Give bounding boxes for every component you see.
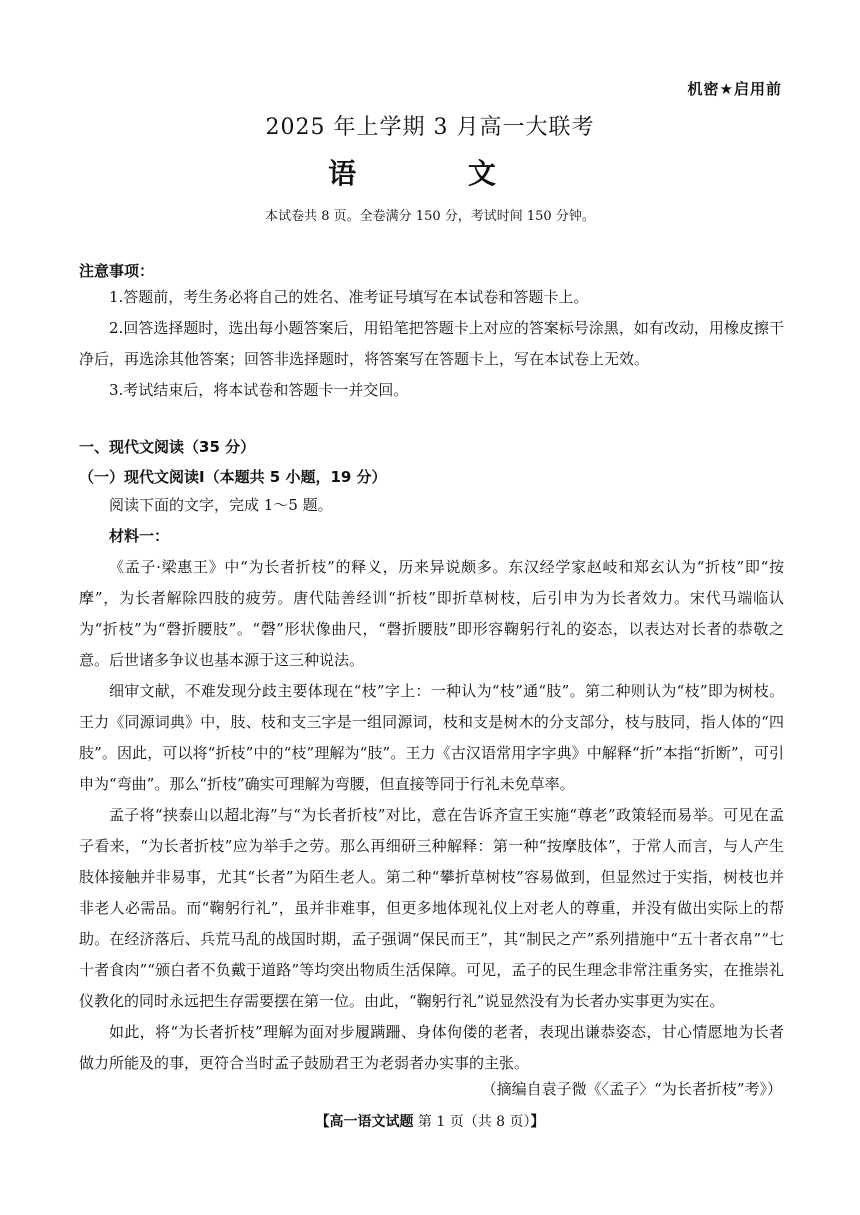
subsection-heading: （一）现代文阅读Ⅰ（本题共 5 小题，19 分） <box>79 468 387 486</box>
passage-paragraph: 如此，将“为长者折枝”理解为面对步履蹒跚、身体佝偻的老者，表现出谦恭姿态，甘心情愿地为长者做力所能及的事，更符合当时孟子鼓励君王为老弱者办实事的主张。 <box>79 1023 784 1072</box>
note-item: 3.考试结束后，将本试卷和答题卡一并交回。 <box>109 381 409 399</box>
note-item: 2.回答选择题时，选出每小题答案后，用铅笔把答题卡上对应的答案标号涂黑，如有改动，用橡皮擦干净后，再选涂其他答案；回答非选择题时，将答案写在答题卡上，写在本试卷上无效。 <box>79 319 784 368</box>
passage-paragraph: 细审文献，不难发现分歧主要体现在“枝”字上：一种认为“枝”通“肢”。第二种则认为“枝”即为树枝。王力《同源词典》中，肢、枝和支三字是一组同源词，枝和支是树木的分支部分，枝与肢同，指人体的“四肢”。因此，可以将“折枝”中的“枝”理解为“肢”。王力《古汉语常用字字典》中解释“折”本指“折断”，可引申为“弯曲”。那么“折枝”确实可理解为弯腰，但直接等同于行礼未免草率。 <box>79 682 784 793</box>
subject-title <box>0 152 860 192</box>
footer-right: 】 <box>530 1114 545 1130</box>
note-item: 1.答题前，考生务必将自己的姓名、准考证号填写在本试卷和答题卡上。 <box>109 288 589 306</box>
instruction: 阅读下面的文字，完成 1～5 题。 <box>109 496 333 514</box>
reading-passage <box>79 490 784 1079</box>
exam-info: 本试卷共 8 页。全卷满分 150 分，考试时间 150 分钟。 <box>265 209 595 224</box>
footer-left: 【高一语文试题 <box>315 1114 414 1130</box>
exam-title: 2025 年上学期 3 月高一大联考 <box>265 115 595 140</box>
page-footer <box>0 1111 860 1131</box>
passage-paragraph: 《孟子·梁惠王》中“为长者折枝”的释义，历来异说颇多。东汉经学家赵岐和郑玄认为“折枝”即“按摩”，为长者解除四肢的疲劳。唐代陆善经训“折枝”即折草树枝，后引申为为长者效力。宋代马端临认为“折枝”为“磬折腰肢”。“磬”形状像曲尺，“磬折腰肢”即形容鞠躬行礼的姿态，以表达对长者的恭敬之意。后世诸多争议也基本源于这三种说法。 <box>79 558 784 669</box>
section-heading: 一、现代文阅读（35 分） <box>79 438 256 456</box>
subject-text: 语 文 <box>328 157 532 190</box>
confidential-mark: 机密★启用前 <box>687 80 782 98</box>
passage-source: （摘编自袁子微《〈孟子〉“为长者折枝”考》） <box>481 1080 782 1098</box>
notes-heading: 注意事项： <box>79 262 155 280</box>
footer-page-number: 第 1 页（共 8 页） <box>417 1114 531 1130</box>
material-label: 材料一： <box>109 527 170 545</box>
passage-paragraph: 孟子将“挟泰山以超北海”与“为长者折枝”对比，意在告诉齐宣王实施“尊老”政策轻而易举。可见在孟子看来，“为长者折枝”应为举手之劳。那么再细研三种解释：第一种“按摩肢体”，于常人而言，与人产生肢体接触并非易事，尤其“长者”为陌生老人。第二种“攀折草树枝”容易做到，但显然过于实指，树枝也并非老人必需品。而“鞠躬行礼”，虽并非难事，但更多地体现礼仪上对老人的尊重，并没有做出实际上的帮助。在经济落后、兵荒马乱的战国时期，孟子强调“保民而王”，其“制民之产”系列措施中“五十者衣帛”“七十者食肉”“颁白者不负戴于道路”等均突出物质生活保障。可见，孟子的民生理念非常注重务实，在推崇礼仪教化的同时永远把生存需要摆在第一位。由此，“鞠躬行礼”说显然没有为长者办实事更为实在。 <box>79 806 784 1010</box>
notes-list <box>79 282 784 406</box>
